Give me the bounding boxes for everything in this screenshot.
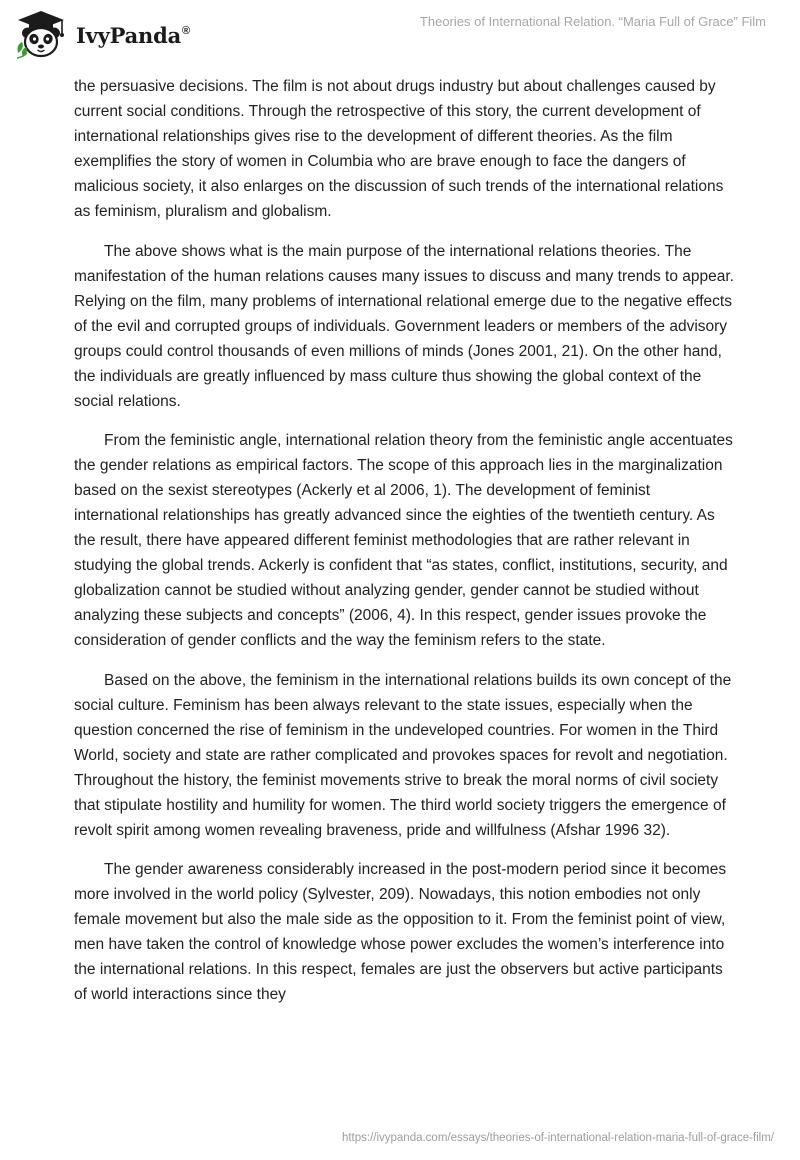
paragraph: The gender awareness considerably increased in the post-modern period since it becomes more involved in the world policy (Sylvester, 209). Nowadays, this notion embodies not only female movement but also the male side as the opposition to it. From the feminist point of view, men have taken the control of knowledge whose power excludes the women’s interference into the international relations. In this respect, females are just the observers but active participants of world interactions since they	[74, 861, 727, 1003]
panda-graduate-logo-icon	[14, 9, 68, 59]
registered-mark: ®	[182, 24, 190, 37]
essay-body	[74, 74, 734, 1022]
brand-name	[76, 23, 190, 48]
source-url[interactable]: https://ivypanda.com/essays/theories-of-international-relation-maria-full-of-grace-film/	[341, 1132, 774, 1144]
paragraph: Based on the above, the feminism in the international relations builds its own concept of the social culture. Feminism has been always relevant to the state issues, especially when the question concerned the rise of feminism in the undeveloped countries. For women in the Third World, society and state are rather complicated and provokes spaces for revolt and negotiation. Throughout the history, the feminist movements strive to break the moral norms of civil society that stipulate hostility and humility for women. The third world society triggers the emergence of revolt spirit among women revealing braveness, pride and willfulness (Afshar 1996 32).	[74, 671, 732, 839]
ivypanda-logo[interactable]	[14, 9, 190, 59]
paragraph: From the feministic angle, international relation theory from the feministic angle accentuates the gender relations as empirical factors. The scope of this approach lies in the marginalization based on the sexist stereotypes (Ackerly et al 2006, 1). The development of feminist international relationships has greatly advanced since the eighties of the twentieth century. As the result, there have appeared different feminist methodologies that are rather relevant in studying the global trends. Ackerly is confident that “as states, conflict, institutions, security, and globalization cannot be studied without analyzing gender, gender cannot be studied without analyzing these subjects and concepts” (2006, 4). In this respect, gender issues provoke the consideration of gender conflicts and the way the feminism refers to the state.	[74, 432, 733, 649]
page-header	[0, 0, 800, 66]
paragraph-continued: the persuasive decisions. The film is not about drugs industry but about challenges caused by current social conditions. Through the retrospective of this story, the current development of international relationships gives rise to the development of different theories. As the film exemplifies the story of women in Columbia who are brave enough to face the dangers of malicious society, it also enlarges on the discussion of such trends of the international relations as feminism, pluralism and globalism.	[74, 78, 724, 220]
brand-name-text: IvyPanda	[76, 22, 182, 48]
document-title: Theories of International Relation. “Maria Full of Grace” Film	[419, 14, 766, 29]
paragraph: The above shows what is the main purpose of the international relations theories. The manifestation of the human relations causes many issues to discuss and many trends to appear. Relying on the film, many problems of international relational emerge due to the negative effects of the evil and corrupted groups of individuals. Government leaders or members of the advisory groups could control thousands of even millions of minds (Jones 2001, 21). On the other hand, the individuals are greatly influenced by mass culture thus showing the global context of the social relations.	[74, 242, 734, 410]
